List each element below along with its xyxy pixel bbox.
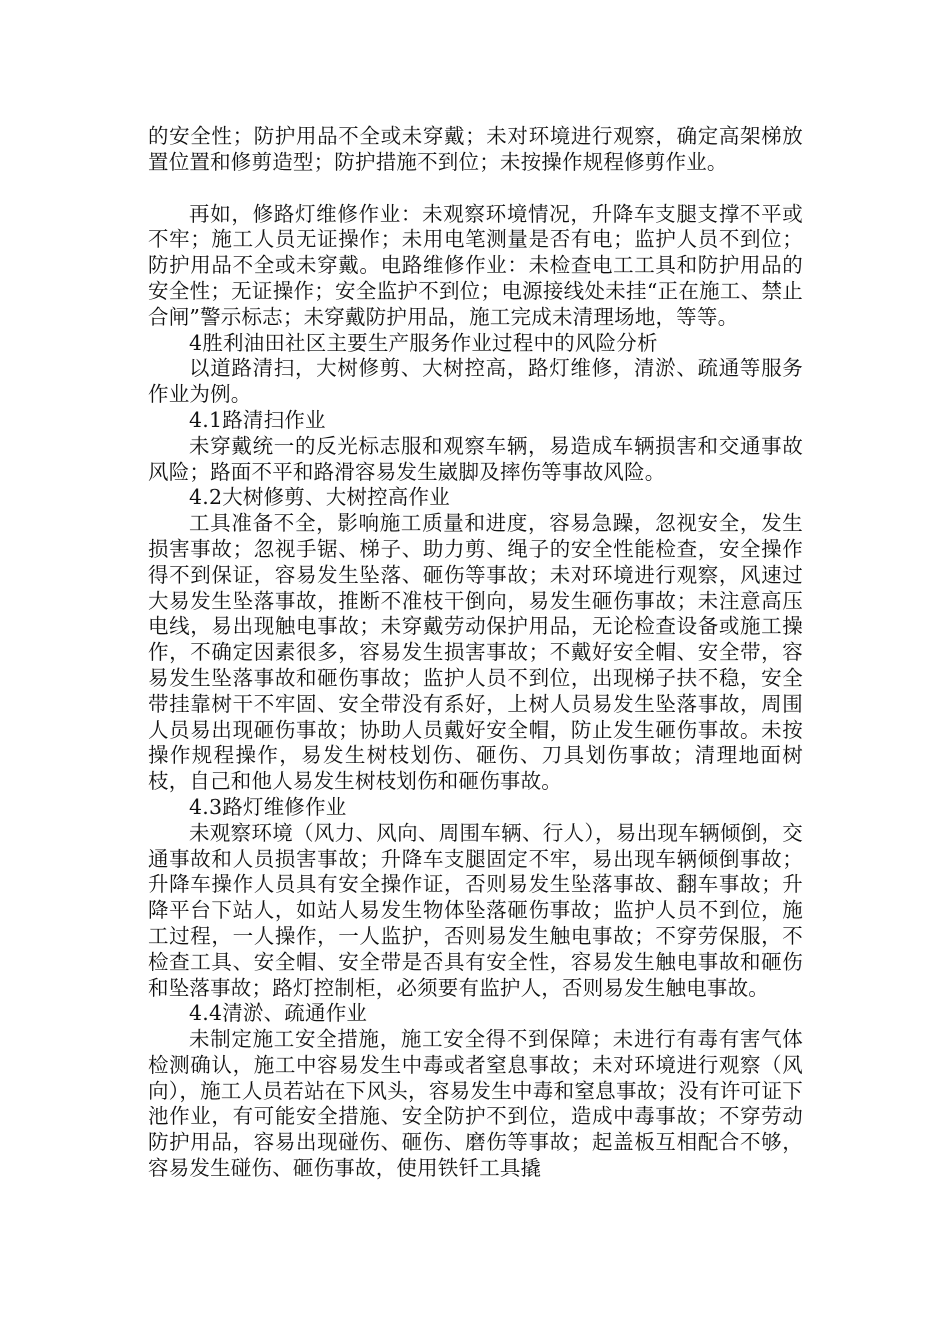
section-heading-4: 4胜利油田社区主要生产服务作业过程中的风险分析 <box>189 330 658 355</box>
section-heading-4-1: 4.1路清扫作业 <box>189 407 326 432</box>
paragraph-street-lamp-example: 再如，修路灯维修作业：未观察环境情况，升降车支腿支撑不平或不牢；施工人员无证操作；未用电笔测量是否有电；监护人员不到位；防护用品不全或未穿戴。电路维修作业：未检查电工工具和防护用品的安全性；无证操作；安全监护不到位；电源接线处未挂“正在施工、禁止合闸”警示标志；未穿戴防护用品，施工完成未清理场地，等等。 <box>148 201 803 329</box>
paragraph-street-lamp-repair: 未观察环境（风力、风向、周围车辆、行人），易出现车辆倾倒，交通事故和人员损害事故；升降车支腿固定不牢，易出现车辆倾倒事故；升降车操作人员具有安全操作证，否则易发生坠落事故、翻车事故；升降平台下站人，如站人易发生物体坠落砸伤事故；监护人员不到位，施工过程，一人操作，一人监护，否则易发生触电事故；不穿劳保服，不检查工具、安全帽、安全带是否具有安全性，容易发生触电事故和砸伤和坠落事故；路灯控制柜，必须要有监护人，否则易发生触电事故。 <box>148 820 803 1000</box>
paragraph-tree-pruning: 工具准备不全，影响施工质量和进度，容易急躁，忽视安全，发生损害事故；忽视手锯、梯子、助力剪、绳子的安全性能检查，安全操作得不到保证，容易发生坠落、砸伤等事故；未对环境进行观察，风速过大易发生坠落事故，推断不准枝干倒向，易发生砸伤事故；未注意高压电线，易出现触电事故；未穿戴劳动保护用品，无论检查设备或施工操作，不确定因素很多，容易发生损害事故；不戴好安全帽、安全带，容易发生坠落事故和砸伤事故；监护人员不到位，出现梯子扶不稳，安全带挂靠树干不牢固、安全带没有系好，上树人员易发生坠落事故，周围人员易出现砸伤事故；协助人员戴好安全帽，防止发生砸伤事故。未按操作规程操作，易发生树枝划伤、砸伤、刀具划伤事故；清理地面树枝，自己和他人易发生树枝划伤和砸伤事故。 <box>148 511 803 794</box>
section-heading-4-4: 4.4清淤、疏通作业 <box>189 1001 368 1026</box>
paragraph-ppe-check: 的安全性；防护用品不全或未穿戴；未对环境进行观察，确定高架梯放置位置和修剪造型；防护措施不到位；未按操作规程修剪作业。 <box>148 124 803 174</box>
paragraph-service-examples: 以道路清扫，大树修剪、大树控高，路灯维修，清淤、疏通等服务作业为例。 <box>148 356 803 407</box>
document-body <box>148 124 803 1182</box>
section-heading-4-3: 4.3路灯维修作业 <box>189 794 347 819</box>
section-heading-4-2: 4.2大树修剪、大树控高作业 <box>189 485 450 510</box>
paragraph-dredging: 未制定施工安全措施，施工安全得不到保障；未进行有毒有害气体检测确认，施工中容易发生中毒或者窒息事故；未对环境进行观察（风向），施工人员若站在下风头，容易发生中毒和窒息事故；没有许可证下池作业，有可能安全措施、安全防护不到位，造成中毒事故；不穿劳动防护用品，容易出现碰伤、砸伤、磨伤等事故；起盖板互相配合不够，容易发生碰伤、砸伤事故，使用铁钎工具撬 <box>148 1027 803 1181</box>
paragraph-road-sweeping: 未穿戴统一的反光标志服和观察车辆，易造成车辆损害和交通事故风险；路面不平和路滑容易发生崴脚及摔伤等事故风险。 <box>148 433 803 484</box>
